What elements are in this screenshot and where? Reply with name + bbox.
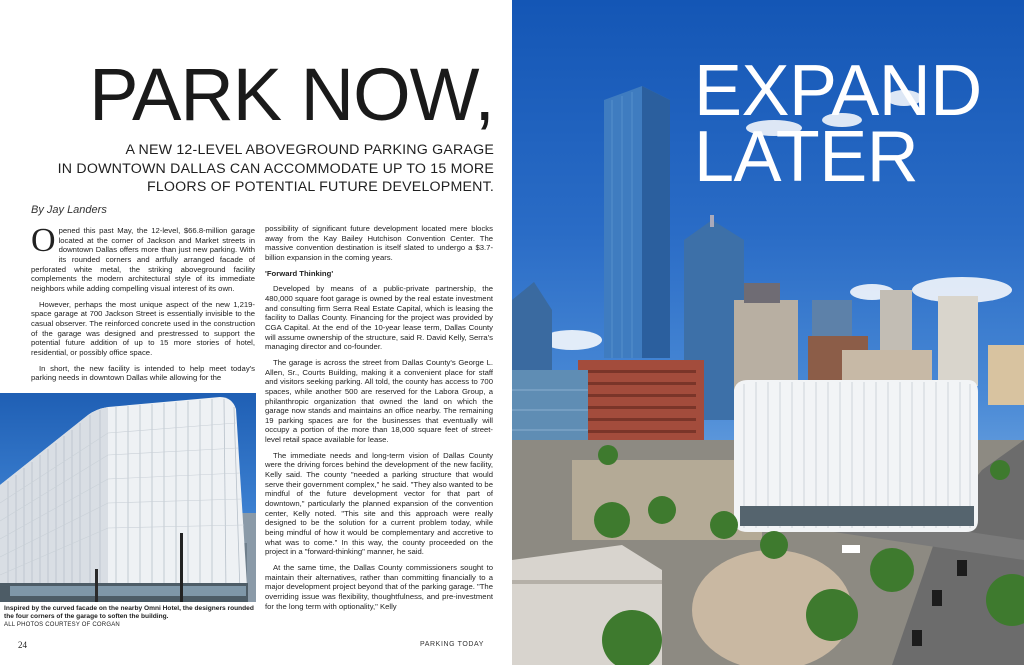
deck-line: IN DOWNTOWN DALLAS CAN ACCOMMODATE UP TO 15 MORE (57, 160, 494, 177)
drop-cap: O (31, 226, 56, 259)
paragraph-text: pened this past May, the 12-level, $66.8-million garage located at the corner of Jackson and Market streets in downtown Dallas offers more than just new parking. With its rounded corners and artfully arranged facade of perforated white metal, the striking aboveground facility complements the modern architectural style of its immediate neighbors while adding compelling visual interest of its own. (31, 226, 255, 293)
subhead: 'Forward Thinking' (265, 268, 334, 278)
byline: By Jay Landers (31, 204, 107, 216)
tower-spire (710, 215, 714, 227)
foreground-roof-edge (512, 580, 662, 584)
headline-right (694, 51, 982, 197)
right-page (512, 0, 1024, 665)
garage-illustration (0, 393, 256, 602)
photo-caption (4, 605, 254, 629)
running-head: PARKING TODAY (420, 641, 485, 648)
body-column-1 (31, 226, 255, 386)
car (842, 545, 860, 553)
street-light (180, 533, 183, 602)
office-building (744, 283, 780, 303)
traffic-signal (95, 569, 98, 602)
headline-line: EXPAND (694, 51, 982, 131)
office-building (938, 296, 978, 386)
paragraph: The immediate needs and long-term vision of Dallas County were the driving forces behind the development of the new facility, Kelly said. The county "needed a parking structure that would serve their government complex," he said. "They also wanted to be mindful of the future development vector for that part of downtown," particularly the planned expansion of the convention center, Kelly noted. "This site and this approach were really designed to be the solution for a current problem today, while being mindful of how it would be complementary and accretive to what was to come." In this way, the county proceeded on the project in a "forward-thinking" manner, he said. (265, 450, 493, 557)
office-building (988, 345, 1024, 405)
paragraph: possibility of significant future development located mere blocks away from the Kay Bailey Hutchison Convention Center. The massive convention destination is itself slated to undergo a $3.7-billion expansion in the coming years. (265, 224, 493, 262)
paragraph: At the same time, the Dallas County commissioners sought to maintain their alternatives, rather than committing financially to a major development project beyond that of the parking garage. "The overriding issue was flexibility, thoughtfulness, and pre-investment for the long term with optionality," Kelly (265, 563, 493, 611)
photo-credit: ALL PHOTOS COURTESY OF CORGAN (4, 622, 120, 628)
storefront-glass (10, 586, 246, 596)
glass-tower (512, 282, 552, 380)
deck (24, 141, 494, 197)
headline-left: PARK NOW, (89, 53, 494, 136)
paragraph (31, 226, 255, 294)
paragraph: The garage is across the street from Dallas County's George L. Allen, Sr., Courts Building, making it a convenient place for staff and visitors seeking parking. All told, the county has access to 700 spaces, while another 500 are reserved for the Labora Group, a philanthropic organization that owned the land on which the garage now stands and maintains an office nearby. The remaining 19 parking spaces are for the businesses that eventually will occupy a portion of the more than 18,000 square feet of street-level retail space available for lease. (265, 357, 493, 445)
glass-tower-shadow (642, 86, 670, 358)
page-number: 24 (18, 640, 27, 650)
caption-text: Inspired by the curved facade on the nearby Omni Hotel, the designers rounded the four corners of the garage to soften the building. (4, 605, 254, 620)
paragraph: In short, the new facility is intended to help meet today's parking needs in downtown Dallas while allowing for the (31, 363, 255, 383)
paragraph: Developed by means of a public-private partnership, the 480,000 square foot garage is owned by the real estate investment and consulting firm Serra Real Estate Capital, which is leasing the facility to Dallas County. Financing for the project was provided by CGA Capital. At the end of the 10-year lease term, Dallas County will assume ownership of the structure, said R. David Kelly, Serra's managing director and co-founder. (265, 284, 493, 352)
garage-storefront (740, 506, 974, 526)
paragraph: However, perhaps the most unique aspect of the new 1,219-space garage at 700 Jackson Street is essentially invisible to the casual observer. The reinforced concrete used in the construction of the garage was designed and prestressed to support the potential future addition of up to 15 more stories of hotel, residential, or possibly office space. (31, 299, 255, 357)
deck-line: FLOORS OF POTENTIAL FUTURE DEVELOPMENT. (146, 179, 494, 195)
garage-photo (0, 393, 256, 602)
deck-line: A NEW 12-LEVEL ABOVEGROUND PARKING GARAGE (125, 142, 494, 158)
body-column-2 (265, 224, 493, 634)
headline-line: LATER (694, 117, 919, 197)
